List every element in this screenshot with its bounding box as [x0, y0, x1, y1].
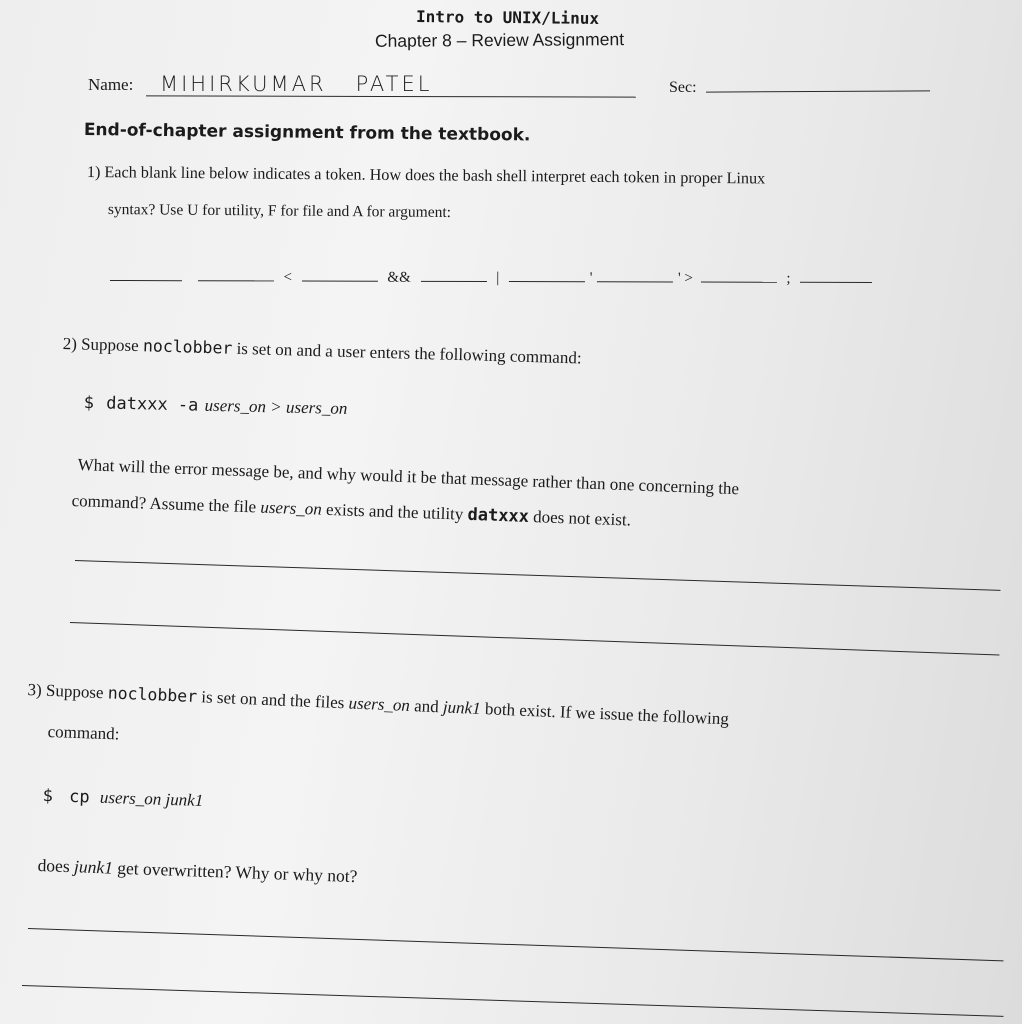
q2-prompt: $	[83, 393, 95, 414]
q3-answer-line-1[interactable]	[28, 928, 1003, 961]
token-sym-and: &&	[387, 269, 411, 286]
q2-command	[84, 393, 348, 419]
q3-cmd-mono: cp	[68, 786, 90, 808]
q2-text2b: exists and the utility	[321, 499, 468, 524]
q2-answer-line-1[interactable]	[75, 560, 1001, 591]
q2-command-mono: datxxx -a	[106, 393, 199, 416]
token-blank-7[interactable]	[701, 266, 777, 283]
q2-text2-file: users_on	[260, 497, 323, 519]
q3-question-b: get overwritten? Why or why not?	[112, 857, 358, 887]
q3-intro	[27, 680, 729, 729]
q3-command	[42, 786, 203, 811]
q3-intro-d: both exist. If we issue the following	[480, 698, 730, 729]
q3-cmd-italic: users_on junk1	[99, 787, 204, 811]
sec-underline	[706, 90, 930, 92]
token-blank-4[interactable]	[421, 265, 487, 282]
token-blank-2[interactable]	[198, 264, 274, 281]
token-sym-quote-open: '	[589, 270, 593, 287]
token-sym-lt: <	[283, 269, 292, 286]
q2-intro-a: 2) Suppose	[62, 334, 144, 356]
q3-question-file: junk1	[73, 856, 114, 878]
token-blank-1[interactable]	[110, 264, 182, 281]
course-title: Intro to UNIX/Linux	[415, 7, 600, 28]
q1-text-line1: 1) Each blank line below indicates a token. How does the bash shell interpret each token in proper Linux	[86, 163, 766, 188]
q3-question	[37, 855, 357, 887]
q2-noclobber: noclobber	[142, 336, 233, 358]
q3-noclobber: noclobber	[107, 683, 198, 707]
q2-command-italic: users_on > users_on	[204, 395, 348, 418]
q3-answer-line-2[interactable]	[22, 985, 1004, 1017]
q2-intro-b: is set on and a user enters the following command:	[232, 338, 582, 368]
q2-text2a: command? Assume the file	[71, 491, 261, 517]
q1-line2-text: syntax? Use U for utility, F for file and A for argument:	[107, 201, 452, 221]
section-heading: End-of-chapter assignment from the textbook.	[83, 120, 531, 146]
token-blank-5[interactable]	[509, 265, 585, 282]
q2-text-line2	[71, 491, 631, 531]
q3-text-line2: command:	[47, 722, 120, 744]
q3-question-a: does	[37, 855, 75, 877]
name-label: Name:	[88, 75, 134, 94]
q2-text2-util: datxxx	[467, 504, 530, 527]
q1-token-blanks	[110, 264, 872, 288]
name-handwritten: MIHIRKUMAR PATEL	[160, 72, 433, 96]
q1-text-line2	[108, 201, 451, 222]
token-blank-6[interactable]	[597, 265, 673, 282]
q2-answer-line-2[interactable]	[70, 622, 999, 655]
q2-text2c: does not exist.	[528, 506, 632, 530]
token-blank-3[interactable]	[302, 265, 378, 282]
q3-intro-c: and	[409, 696, 444, 717]
token-blank-8[interactable]	[800, 266, 872, 283]
token-sym-quote-gt: ' >	[677, 270, 693, 287]
q3-intro-b: is set on and the files	[196, 687, 349, 713]
q3-intro-a: 3) Suppose	[27, 680, 109, 703]
q2-text-line1: What will the error message be, and why would it be that message rather than one concerning the	[77, 455, 740, 499]
q3-file2: junk1	[442, 697, 482, 718]
q3-file1: users_on	[348, 693, 411, 716]
q2-intro	[62, 334, 581, 368]
token-sym-semicolon: ;	[786, 270, 791, 287]
chapter-title: Chapter 8 – Review Assignment	[374, 29, 625, 51]
sec-label: Sec:	[669, 79, 697, 96]
q3-prompt: $	[42, 786, 54, 807]
token-sym-pipe: |	[496, 270, 500, 287]
